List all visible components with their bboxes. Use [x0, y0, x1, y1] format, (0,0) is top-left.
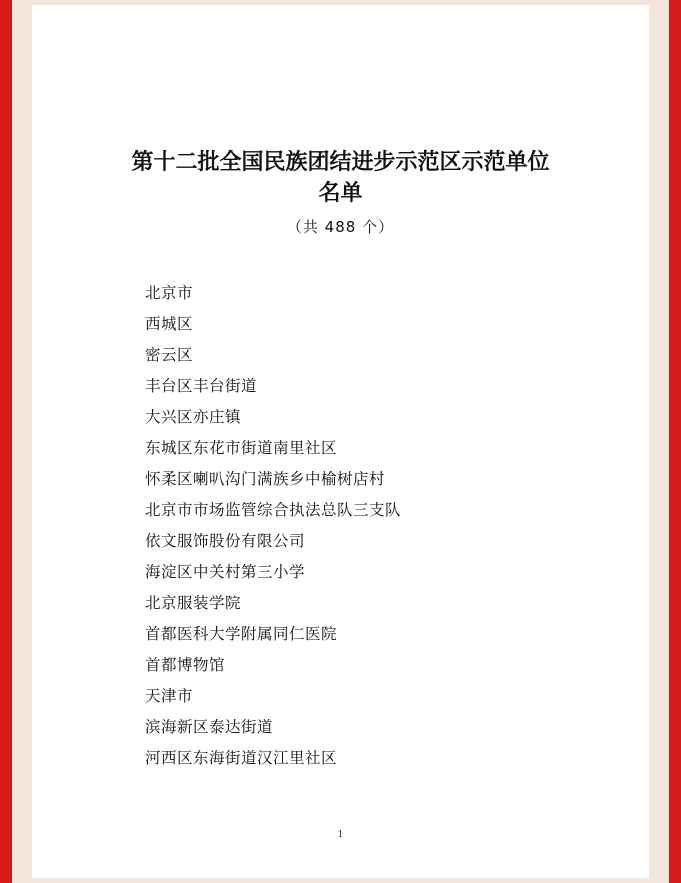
list-item: 东城区东花市街道南里社区: [145, 439, 338, 457]
document-subtitle: （共 488 个）: [286, 218, 395, 236]
list-item: 首都博物馆: [145, 656, 226, 674]
list-item: 大兴区亦庄镇: [145, 408, 242, 426]
list-item: 依文服饰股份有限公司: [145, 532, 306, 550]
list-item: 海淀区中关村第三小学: [145, 563, 306, 581]
document-page: [32, 5, 649, 878]
right-red-border: [669, 0, 681, 883]
list-item: 北京市市场监管综合执法总队三支队: [145, 501, 402, 519]
list-item: 首都医科大学附属同仁医院: [145, 625, 338, 643]
list-item: 天津市: [145, 687, 194, 705]
list-item: 滨海新区泰达街道: [145, 718, 274, 736]
title-line-1: 第十二批全国民族团结进步示范区示范单位: [131, 149, 550, 175]
list-item: 北京服装学院: [145, 594, 242, 612]
list-item: 丰台区丰台街道: [145, 377, 258, 395]
list-item: 西城区: [145, 315, 194, 333]
page-number: 1: [337, 830, 344, 840]
left-red-border: [0, 0, 12, 883]
list-item: 北京市: [145, 284, 194, 302]
title-line-2: 名单: [318, 180, 363, 206]
unit-list: [145, 279, 401, 775]
list-item: 怀柔区喇叭沟门满族乡中榆树店村: [145, 470, 386, 488]
document-title: [32, 147, 649, 209]
list-item: 河西区东海街道汉江里社区: [145, 749, 338, 767]
list-item: 密云区: [145, 346, 194, 364]
